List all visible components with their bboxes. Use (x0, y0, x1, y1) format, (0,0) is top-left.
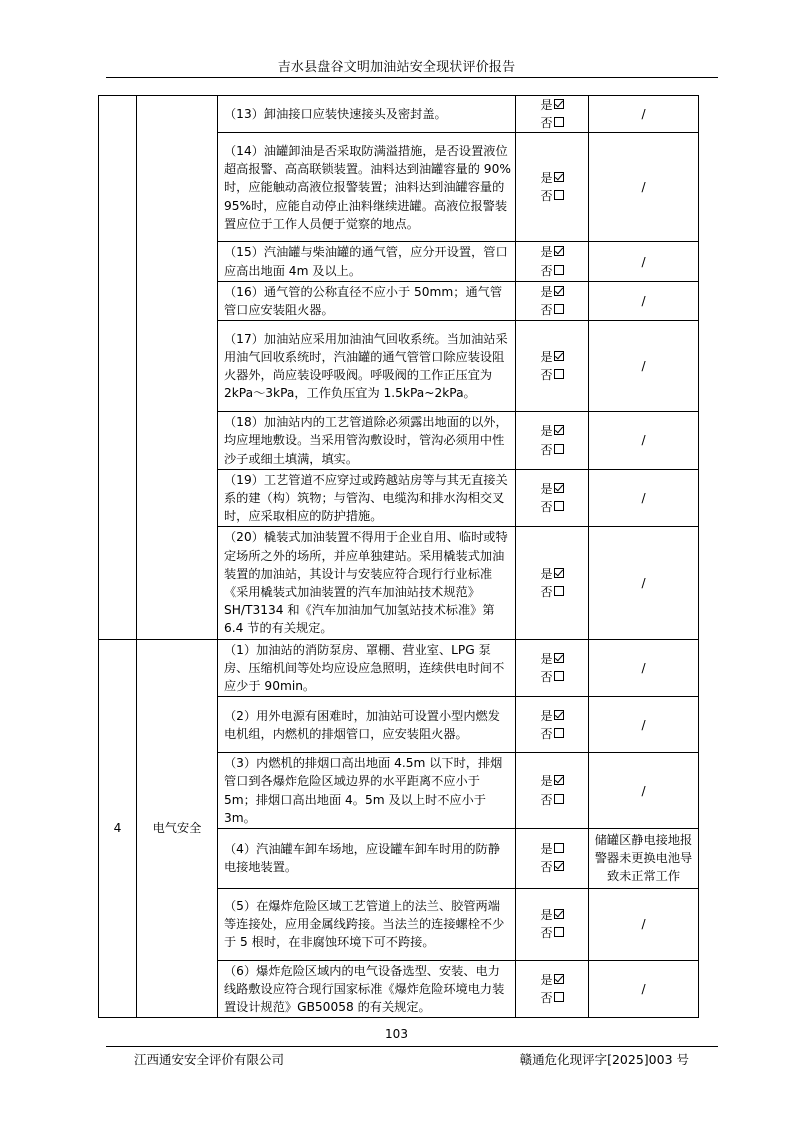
checkbox-icon[interactable] (554, 653, 564, 663)
yes-option (516, 565, 588, 583)
yes-label: 是 (540, 424, 553, 439)
check-cell (516, 133, 589, 242)
check-item-text: （20）橇装式加油装置不得用于企业自用、临时或特定场所之外的场所，并应单独建站。采用橇装式加油装置的加油站，其设计与安装应符合现行行业标准《采用橇装式加油装置的汽车加油站技术规范》SH/T3134 和《汽车加油加气加氢站技术标准》第 6.4 节的有关规定。 (218, 527, 516, 639)
no-label: 否 (540, 263, 553, 278)
checkbox-icon[interactable] (554, 265, 564, 275)
no-option (516, 791, 588, 809)
checkbox-icon[interactable] (554, 775, 564, 785)
no-option (516, 924, 588, 942)
check-item-text: （1）加油站的消防泵房、罩棚、营业室、LPG 泵房、压缩机间等处均应设应急照明，连续供电时间不应少于 90min。 (218, 639, 516, 697)
check-cell (516, 321, 589, 412)
yes-label: 是 (540, 481, 553, 496)
checkbox-icon[interactable] (554, 992, 564, 1002)
no-label: 否 (540, 116, 553, 131)
checkbox-icon[interactable] (554, 843, 564, 853)
check-cell (516, 469, 589, 527)
no-label: 否 (540, 442, 553, 457)
inspection-checklist-table (98, 95, 699, 1018)
page-header-title: 吉水县盘谷文明加油站安全现状评价报告 (277, 60, 516, 75)
table-row (99, 96, 699, 133)
no-option (516, 262, 588, 280)
yes-option (516, 707, 588, 725)
checkbox-icon[interactable] (554, 483, 564, 493)
category-label (137, 96, 218, 640)
check-cell (516, 960, 589, 1018)
checkbox-icon[interactable] (554, 861, 564, 871)
checkbox-icon[interactable] (554, 425, 564, 435)
yes-label: 是 (540, 98, 553, 112)
checkbox-icon[interactable] (554, 586, 564, 596)
checkbox-icon[interactable] (554, 671, 564, 681)
yes-option (516, 650, 588, 668)
no-label: 否 (540, 500, 553, 515)
check-item-text: （17）加油站应采用加油油气回收系统。当加油站采用油气回收系统时，汽油罐的通气管管口除应装设阻火器外，尚应装设呼吸阀。呼吸阀的工作正压宜为 2kPa～3kPa，工作负压宜为 1.5kPa~2kPa。 (218, 321, 516, 412)
yes-option (516, 971, 588, 989)
check-cell (516, 753, 589, 829)
check-cell (516, 242, 589, 281)
yes-label: 是 (540, 708, 553, 723)
item-number (99, 96, 137, 640)
no-option (516, 858, 588, 876)
check-item-text: （2）用外电源有困难时，加油站可设置小型内燃发电机组，内燃机的排烟管口，应安装阻火器。 (218, 697, 516, 753)
yes-option (516, 283, 588, 301)
checkbox-icon[interactable] (554, 927, 564, 937)
remark-cell: / (589, 242, 699, 281)
yes-option (516, 906, 588, 924)
no-label: 否 (540, 189, 553, 204)
checkbox-icon[interactable] (554, 909, 564, 919)
check-item-text: （18）加油站内的工艺管道除必须露出地面的以外，均应埋地敷设。当采用管沟敷设时，管沟必须用中性沙子或细土填满，填实。 (218, 412, 516, 470)
page-number: 103 (385, 1027, 408, 1041)
check-item-text: （15）汽油罐与柴油罐的通气管，应分开设置，管口应高出地面 4m 及以上。 (218, 242, 516, 281)
no-label: 否 (540, 990, 553, 1005)
check-cell (516, 888, 589, 960)
check-cell (516, 281, 589, 320)
remark-cell: / (589, 697, 699, 753)
header-divider (106, 77, 718, 78)
yes-option (516, 422, 588, 440)
checkbox-icon[interactable] (554, 568, 564, 578)
remark-cell: / (589, 412, 699, 470)
no-option (516, 187, 588, 205)
no-option (516, 668, 588, 686)
no-label: 否 (540, 303, 553, 318)
remark-cell: / (589, 96, 699, 133)
no-option (516, 498, 588, 516)
remark-cell: / (589, 469, 699, 527)
checkbox-icon[interactable] (554, 794, 564, 804)
yes-option (516, 169, 588, 187)
remark-cell: / (589, 888, 699, 960)
check-item-text: （14）油罐卸油是否采取防满溢措施，是否设置液位超高报警、高高联锁装置。油料达到油罐容量的 90%时，应能触动高液位报警装置；油料达到油罐容量的 95%时，应能自动停止油料继续进罐。高液位报警装置应位于工作人员便于觉察的地点。 (218, 133, 516, 242)
yes-option (516, 772, 588, 790)
checkbox-icon[interactable] (554, 501, 564, 511)
remark-cell: / (589, 639, 699, 697)
no-label: 否 (540, 726, 553, 741)
checkbox-icon[interactable] (554, 304, 564, 314)
check-cell (516, 639, 589, 697)
category-label: 电气安全 (137, 639, 218, 1018)
yes-label: 是 (540, 350, 553, 365)
yes-option (516, 243, 588, 261)
yes-label: 是 (540, 842, 553, 857)
check-item-text: （5）在爆炸危险区域工艺管道上的法兰、胶管两端等连接处，应用金属线跨接。当法兰的连接螺栓不少于 5 根时，在非腐蚀环境下可不跨接。 (218, 888, 516, 960)
no-label: 否 (540, 792, 553, 807)
no-option (516, 583, 588, 601)
yes-option (516, 840, 588, 858)
yes-label: 是 (540, 284, 553, 299)
check-item-text: （3）内燃机的排烟口高出地面 4.5m 以下时，排烟管口到各爆炸危险区域边界的水平距离不应小于 5m；排烟口高出地面 4。5m 及以上时不应小于 3m。 (218, 753, 516, 829)
checkbox-icon[interactable] (554, 351, 564, 361)
footer-divider (106, 1046, 718, 1047)
yes-label: 是 (540, 774, 553, 789)
footer-company: 江西通安安全评价有限公司 (134, 1052, 285, 1067)
checkbox-icon[interactable] (554, 444, 564, 454)
check-item-text: （13）卸油接口应装快速接头及密封盖。 (218, 96, 516, 133)
no-option (516, 366, 588, 384)
footer-report-code: 赣通危化现评字[2025]003 号 (519, 1052, 689, 1067)
yes-label: 是 (540, 171, 553, 186)
remark-cell: / (589, 133, 699, 242)
no-label: 否 (540, 926, 553, 941)
check-item-text: （16）通气管的公称直径不应小于 50mm；通气管管口应安装阻火器。 (218, 281, 516, 320)
checkbox-icon[interactable] (554, 117, 564, 127)
remark-cell: / (589, 281, 699, 320)
table-row (99, 639, 699, 697)
yes-label: 是 (540, 245, 553, 260)
checkbox-icon[interactable] (554, 246, 564, 256)
remark-cell: / (589, 321, 699, 412)
yes-label: 是 (540, 972, 553, 987)
yes-label: 是 (540, 651, 553, 666)
no-option (516, 301, 588, 319)
checkbox-icon[interactable] (554, 286, 564, 296)
yes-option (516, 348, 588, 366)
remark-cell: 储罐区静电接地报警器未更换电池导致未正常工作 (589, 829, 699, 889)
check-cell (516, 412, 589, 470)
checkbox-icon[interactable] (554, 172, 564, 182)
yes-label: 是 (540, 566, 553, 581)
check-cell (516, 527, 589, 639)
checkbox-icon[interactable] (554, 369, 564, 379)
checkbox-icon[interactable] (554, 190, 564, 200)
yes-label: 是 (540, 907, 553, 922)
no-option (516, 441, 588, 459)
no-option (516, 725, 588, 743)
remark-cell: / (589, 753, 699, 829)
no-label: 否 (540, 860, 553, 875)
yes-option (516, 480, 588, 498)
check-item-text: （6）爆炸危险区域内的电气设备选型、安装、电力线路敷设应符合现行国家标准《爆炸危险环境电力装置设计规范》GB50058 的有关规定。 (218, 960, 516, 1018)
check-cell (516, 697, 589, 753)
checkbox-icon[interactable] (554, 99, 564, 109)
no-option (516, 114, 588, 132)
remark-cell: / (589, 960, 699, 1018)
no-label: 否 (540, 669, 553, 684)
no-label: 否 (540, 585, 553, 600)
yes-option (516, 96, 588, 114)
check-item-text: （4）汽油罐车卸车场地，应设罐车卸车时用的防静电接地装置。 (218, 829, 516, 889)
checkbox-icon[interactable] (554, 710, 564, 720)
checkbox-icon[interactable] (554, 974, 564, 984)
checkbox-icon[interactable] (554, 728, 564, 738)
item-number: 4 (99, 639, 137, 1018)
no-label: 否 (540, 368, 553, 383)
check-cell (516, 96, 589, 133)
no-option (516, 989, 588, 1007)
remark-cell: / (589, 527, 699, 639)
check-item-text: （19）工艺管道不应穿过或跨越站房等与其无直接关系的建（构）筑物；与管沟、电缆沟和排水沟相交叉时，应采取相应的防护措施。 (218, 469, 516, 527)
check-cell (516, 829, 589, 889)
